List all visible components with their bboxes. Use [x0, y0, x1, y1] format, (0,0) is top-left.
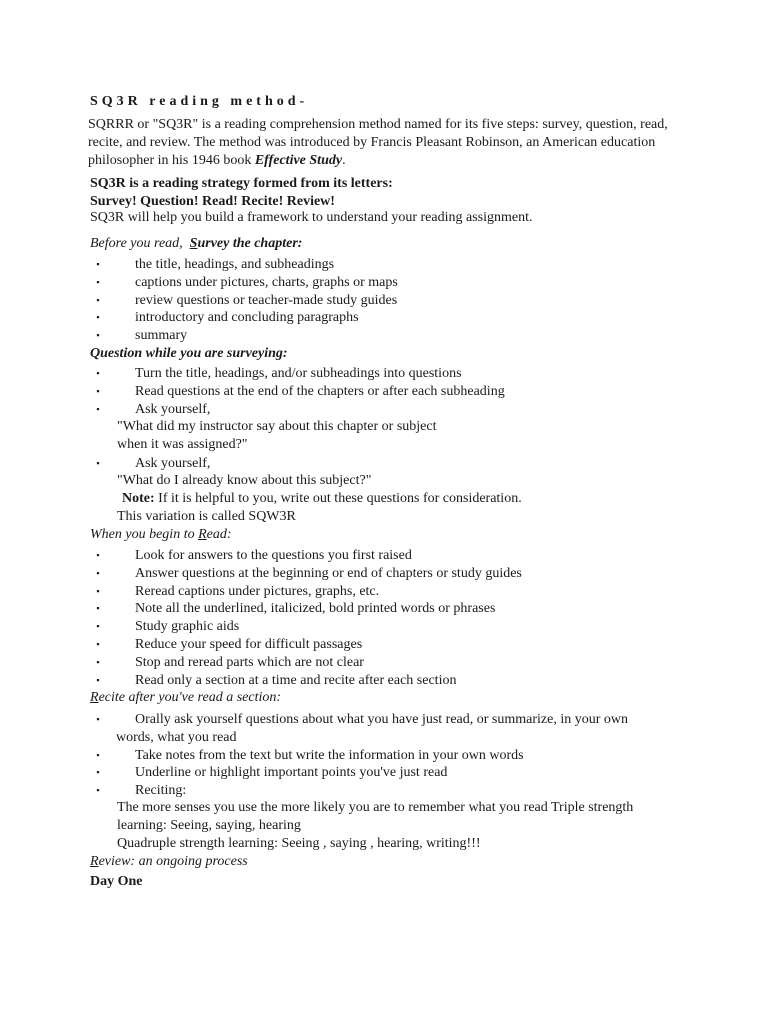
review-heading: Review: an ongoing process: [90, 854, 248, 869]
question-quote-1: "What did my instructor say about this chapter or subject when it was assigned?": [117, 419, 437, 452]
bullet-icon: ▪: [96, 368, 100, 378]
list-item: ▪ summary: [93, 327, 398, 345]
list-item: ▪ Read only a section at a time and recite after each section: [93, 672, 522, 690]
bullet-icon: ▪: [96, 259, 100, 269]
list-item: ▪ introductory and concluding paragraphs: [93, 309, 398, 327]
list-item: ▪ Study graphic aids: [93, 618, 522, 636]
bullet-icon: ▪: [96, 603, 100, 614]
intro-text: SQRRR or "SQ3R" is a reading comprehension method named for its five steps: survey, question, read, recite, and review. The method was introduced by Francis Pleasant Robinson, an American education philosopher in his 1946 book: [88, 117, 668, 168]
list-item: ▪ Turn the title, headings, and/or subheadings into questions: [93, 365, 505, 383]
survey-heading-rest: urvey the chapter:: [197, 236, 303, 251]
bullet-icon: ▪: [96, 585, 100, 596]
page-title: SQ3R reading method-: [90, 94, 309, 109]
bullet-icon: ▪: [96, 638, 100, 649]
question-quote-2: "What do I already know about this subject?": [117, 473, 372, 488]
list-item: ▪ Answer questions at the beginning or end of chapters or study guides: [93, 565, 522, 583]
bullet-icon: ▪: [96, 785, 100, 796]
bullet-icon: ▪: [96, 749, 100, 760]
note-line: Note: If it is helpful to you, write out these questions for consideration.: [122, 491, 522, 506]
question-heading: Question while you are surveying:: [90, 346, 288, 361]
bullet-icon: ▪: [96, 294, 100, 305]
survey-heading-lead: Before you read,: [90, 236, 183, 251]
list-item: ▪ Reread captions under pictures, graphs, etc.: [93, 583, 522, 601]
list-item: ▪ captions under pictures, charts, graphs or maps: [93, 274, 398, 292]
read-list: [93, 547, 522, 689]
recite-heading: Recite after you've read a section:: [90, 690, 282, 705]
bullet-icon: ▪: [96, 550, 100, 560]
book-title: Effective Study: [254, 153, 343, 168]
survey-heading-S: S: [189, 236, 198, 251]
survey-list: [93, 256, 398, 345]
strategy-line-1: SQ3R is a reading strategy formed from its letters:: [90, 176, 393, 191]
variation-line: This variation is called SQW3R: [117, 509, 296, 524]
list-item: ▪ review questions or teacher-made study guides: [93, 292, 398, 310]
bullet-icon: ▪: [96, 385, 100, 396]
list-item: ▪ Orally ask yourself questions about what you have just read, or summarize, in your own words, what you read: [93, 711, 705, 747]
list-item: ▪ Take notes from the text but write the information in your own words: [93, 747, 705, 765]
bullet-icon: ▪: [96, 567, 100, 578]
intro-end: .: [342, 153, 346, 168]
day-one-heading: Day One: [90, 874, 143, 889]
bullet-icon: ▪: [96, 714, 100, 724]
strategy-heading: [90, 175, 393, 211]
bullet-icon: ▪: [96, 403, 100, 414]
bullet-icon: ▪: [96, 767, 100, 778]
bullet-icon: ▪: [96, 656, 100, 667]
bullet-icon: ▪: [96, 312, 100, 323]
list-item: ▪ the title, headings, and subheadings: [93, 256, 398, 274]
list-item: ▪ Note all the underlined, italicized, bold printed words or phrases: [93, 600, 522, 618]
question-list: [93, 365, 505, 418]
list-item: ▪ Look for answers to the questions you first raised: [93, 547, 522, 565]
list-item: ▪ Read questions at the end of the chapters or after each subheading: [93, 383, 505, 401]
bullet-icon: ▪: [96, 674, 100, 685]
strategy-line-3: SQ3R will help you build a framework to understand your reading assignment.: [90, 210, 533, 225]
survey-heading: [90, 236, 302, 252]
strategy-line-2: Survey! Question! Read! Recite! Review!: [90, 194, 335, 209]
bullet-icon: ▪: [96, 330, 100, 341]
list-item: ▪ Ask yourself,: [93, 455, 210, 473]
intro-paragraph: [88, 116, 688, 170]
list-item: ▪ Reciting:: [93, 782, 705, 800]
bullet-icon: ▪: [96, 458, 100, 468]
bullet-icon: ▪: [96, 276, 100, 287]
list-item: ▪ Ask yourself,: [93, 401, 505, 419]
list-item: ▪ Underline or highlight important points you've just read: [93, 764, 705, 782]
read-heading: When you begin to Read:: [90, 527, 232, 542]
recite-list: [93, 711, 705, 800]
list-item: ▪ Stop and reread parts which are not clear: [93, 654, 522, 672]
senses-paragraph: The more senses you use the more likely you are to remember what you read Triple strength learning: Seeing, saying, hearing Quadruple strength learning: Seeing , saying , hearing, writing!!!: [117, 800, 634, 851]
question-list-2: [93, 455, 210, 473]
bullet-icon: ▪: [96, 621, 100, 632]
list-item: ▪ Reduce your speed for difficult passages: [93, 636, 522, 654]
